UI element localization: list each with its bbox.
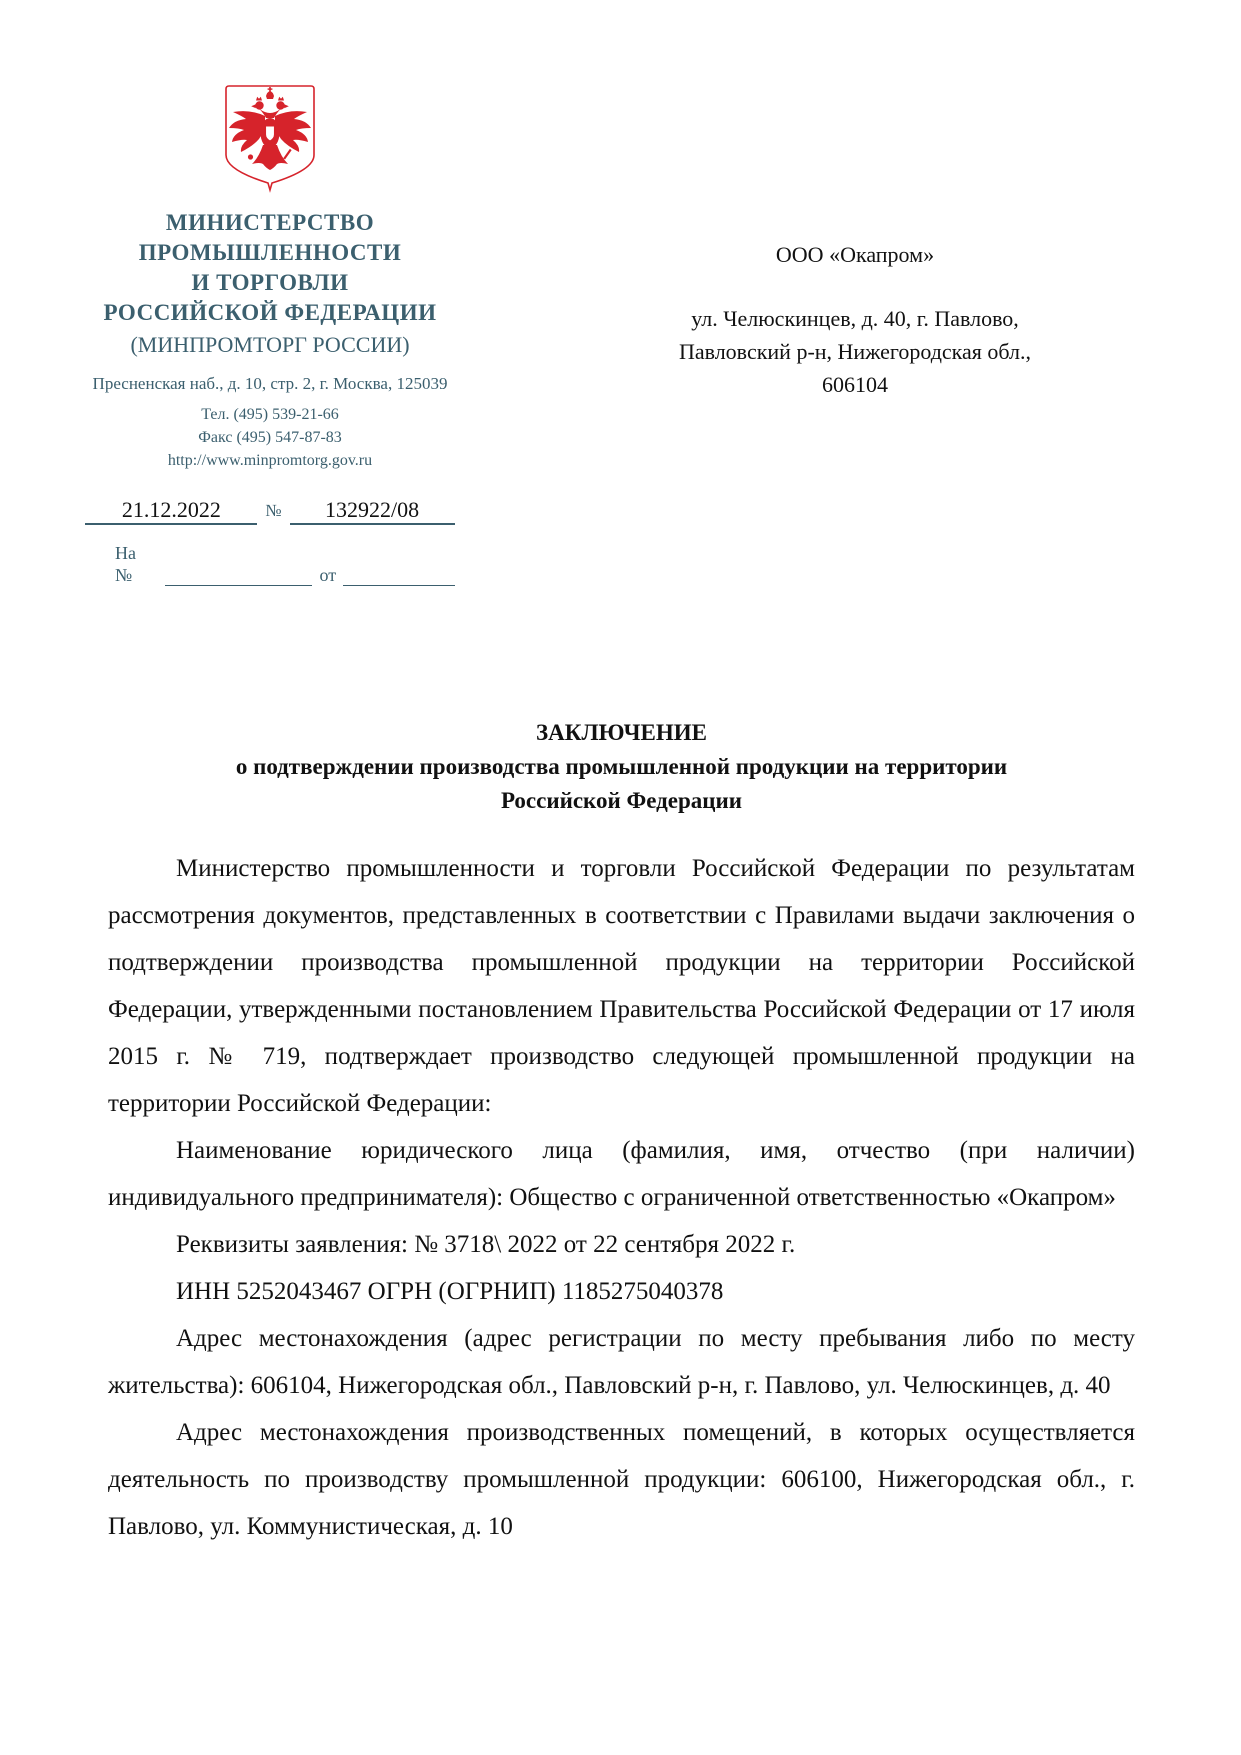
letter-date: 21.12.2022 — [121, 497, 221, 522]
paragraph-registration-address: Адрес местонахождения (адрес регистрации по месту пребывания либо по месту жительства): 606104, Нижегородская обл., Павловский р-н, г. Павлово, ул. Челюскинцев, д. 40 — [108, 1325, 1135, 1399]
recipient-block — [615, 238, 1095, 401]
reference-row — [85, 542, 455, 586]
reference-date-blank — [343, 564, 455, 586]
recipient-name: ООО «Окапром» — [775, 242, 935, 267]
ministry-name-line: РОССИЙСКОЙ ФЕДЕРАЦИИ — [103, 300, 437, 325]
paragraph-inn-ogrn: ИНН 5252043467 ОГРН (ОГРНИП) 1185275040378 — [176, 1278, 724, 1305]
ministry-name — [85, 208, 455, 328]
ministry-short-name: (МИНПРОМТОРГ РОССИИ) — [130, 332, 410, 357]
ministry-name-line: И ТОРГОВЛИ — [191, 270, 349, 295]
paragraph-application-details: Реквизиты заявления: № 3718\ 2022 от 22 сентября 2022 г. — [176, 1231, 796, 1258]
date-number-row — [85, 497, 455, 525]
reference-number-blank — [165, 564, 313, 586]
document-title-subject-line: о подтверждении производства промышленной продукции на территории — [235, 754, 1008, 779]
ministry-contacts — [85, 403, 455, 472]
ministry-website: http://www.minpromtorg.gov.ru — [167, 452, 373, 469]
letter-number-field — [290, 497, 455, 525]
reference-number-label: На № — [115, 543, 136, 585]
reference-date-label: от — [319, 565, 337, 585]
document-body — [108, 845, 1135, 1550]
letter-number: 132922/08 — [325, 497, 420, 522]
recipient-address-line: Павловский р-н, Нижегородская обл., — [678, 339, 1032, 364]
recipient-address-line: 606104 — [822, 372, 888, 397]
recipient-address-line: ул. Челюскинцев, д. 40, г. Павлово, — [691, 306, 1019, 331]
ministry-fax: Факс (495) 547-87-83 — [198, 429, 342, 446]
letter-date-field — [85, 497, 257, 525]
document-title-subject-line: Российской Федерации — [500, 788, 743, 813]
number-sign: № — [265, 501, 282, 520]
ministry-name-line: ПРОМЫШЛЕННОСТИ — [138, 240, 402, 265]
ministry-phone: Тел. (495) 539-21-66 — [201, 406, 339, 423]
ministry-name-line: МИНИСТЕРСТВО — [165, 210, 375, 235]
ministry-postal-address: Пресненская наб., д. 10, стр. 2, г. Москва, 125039 — [92, 374, 448, 393]
paragraph-production-address: Адрес местонахождения производственных помещений, в которых осуществляется деятельность по производству промышленной продукции: 606100, Нижегородская обл., г. Павлово, ул. Коммунистическая, д. 10 — [108, 1419, 1135, 1540]
paragraph-legal-entity: Наименование юридического лица (фамилия, имя, отчество (при наличии) индивидуального предпринимателя): Общество с ограниченной ответственностью «Окапром» — [108, 1137, 1135, 1211]
coat-of-arms-icon — [220, 82, 320, 198]
paragraph-intro: Министерство промышленности и торговли Российской Федерации по результатам рассмотрения документов, представленных в соответствии с Правилами выдачи заключения о подтверждении производства промышленной продукции на территории Российской Федерации, утвержденными постановлением Правительства Российской Федерации от 17 июля 2015 г. № 719, подтверждает производство следующей промышленной продукции на территории Российской Федерации: — [108, 855, 1135, 1117]
document-title — [108, 716, 1135, 818]
document-title-word: ЗАКЛЮЧЕНИЕ — [536, 720, 707, 745]
letterhead — [85, 82, 455, 586]
